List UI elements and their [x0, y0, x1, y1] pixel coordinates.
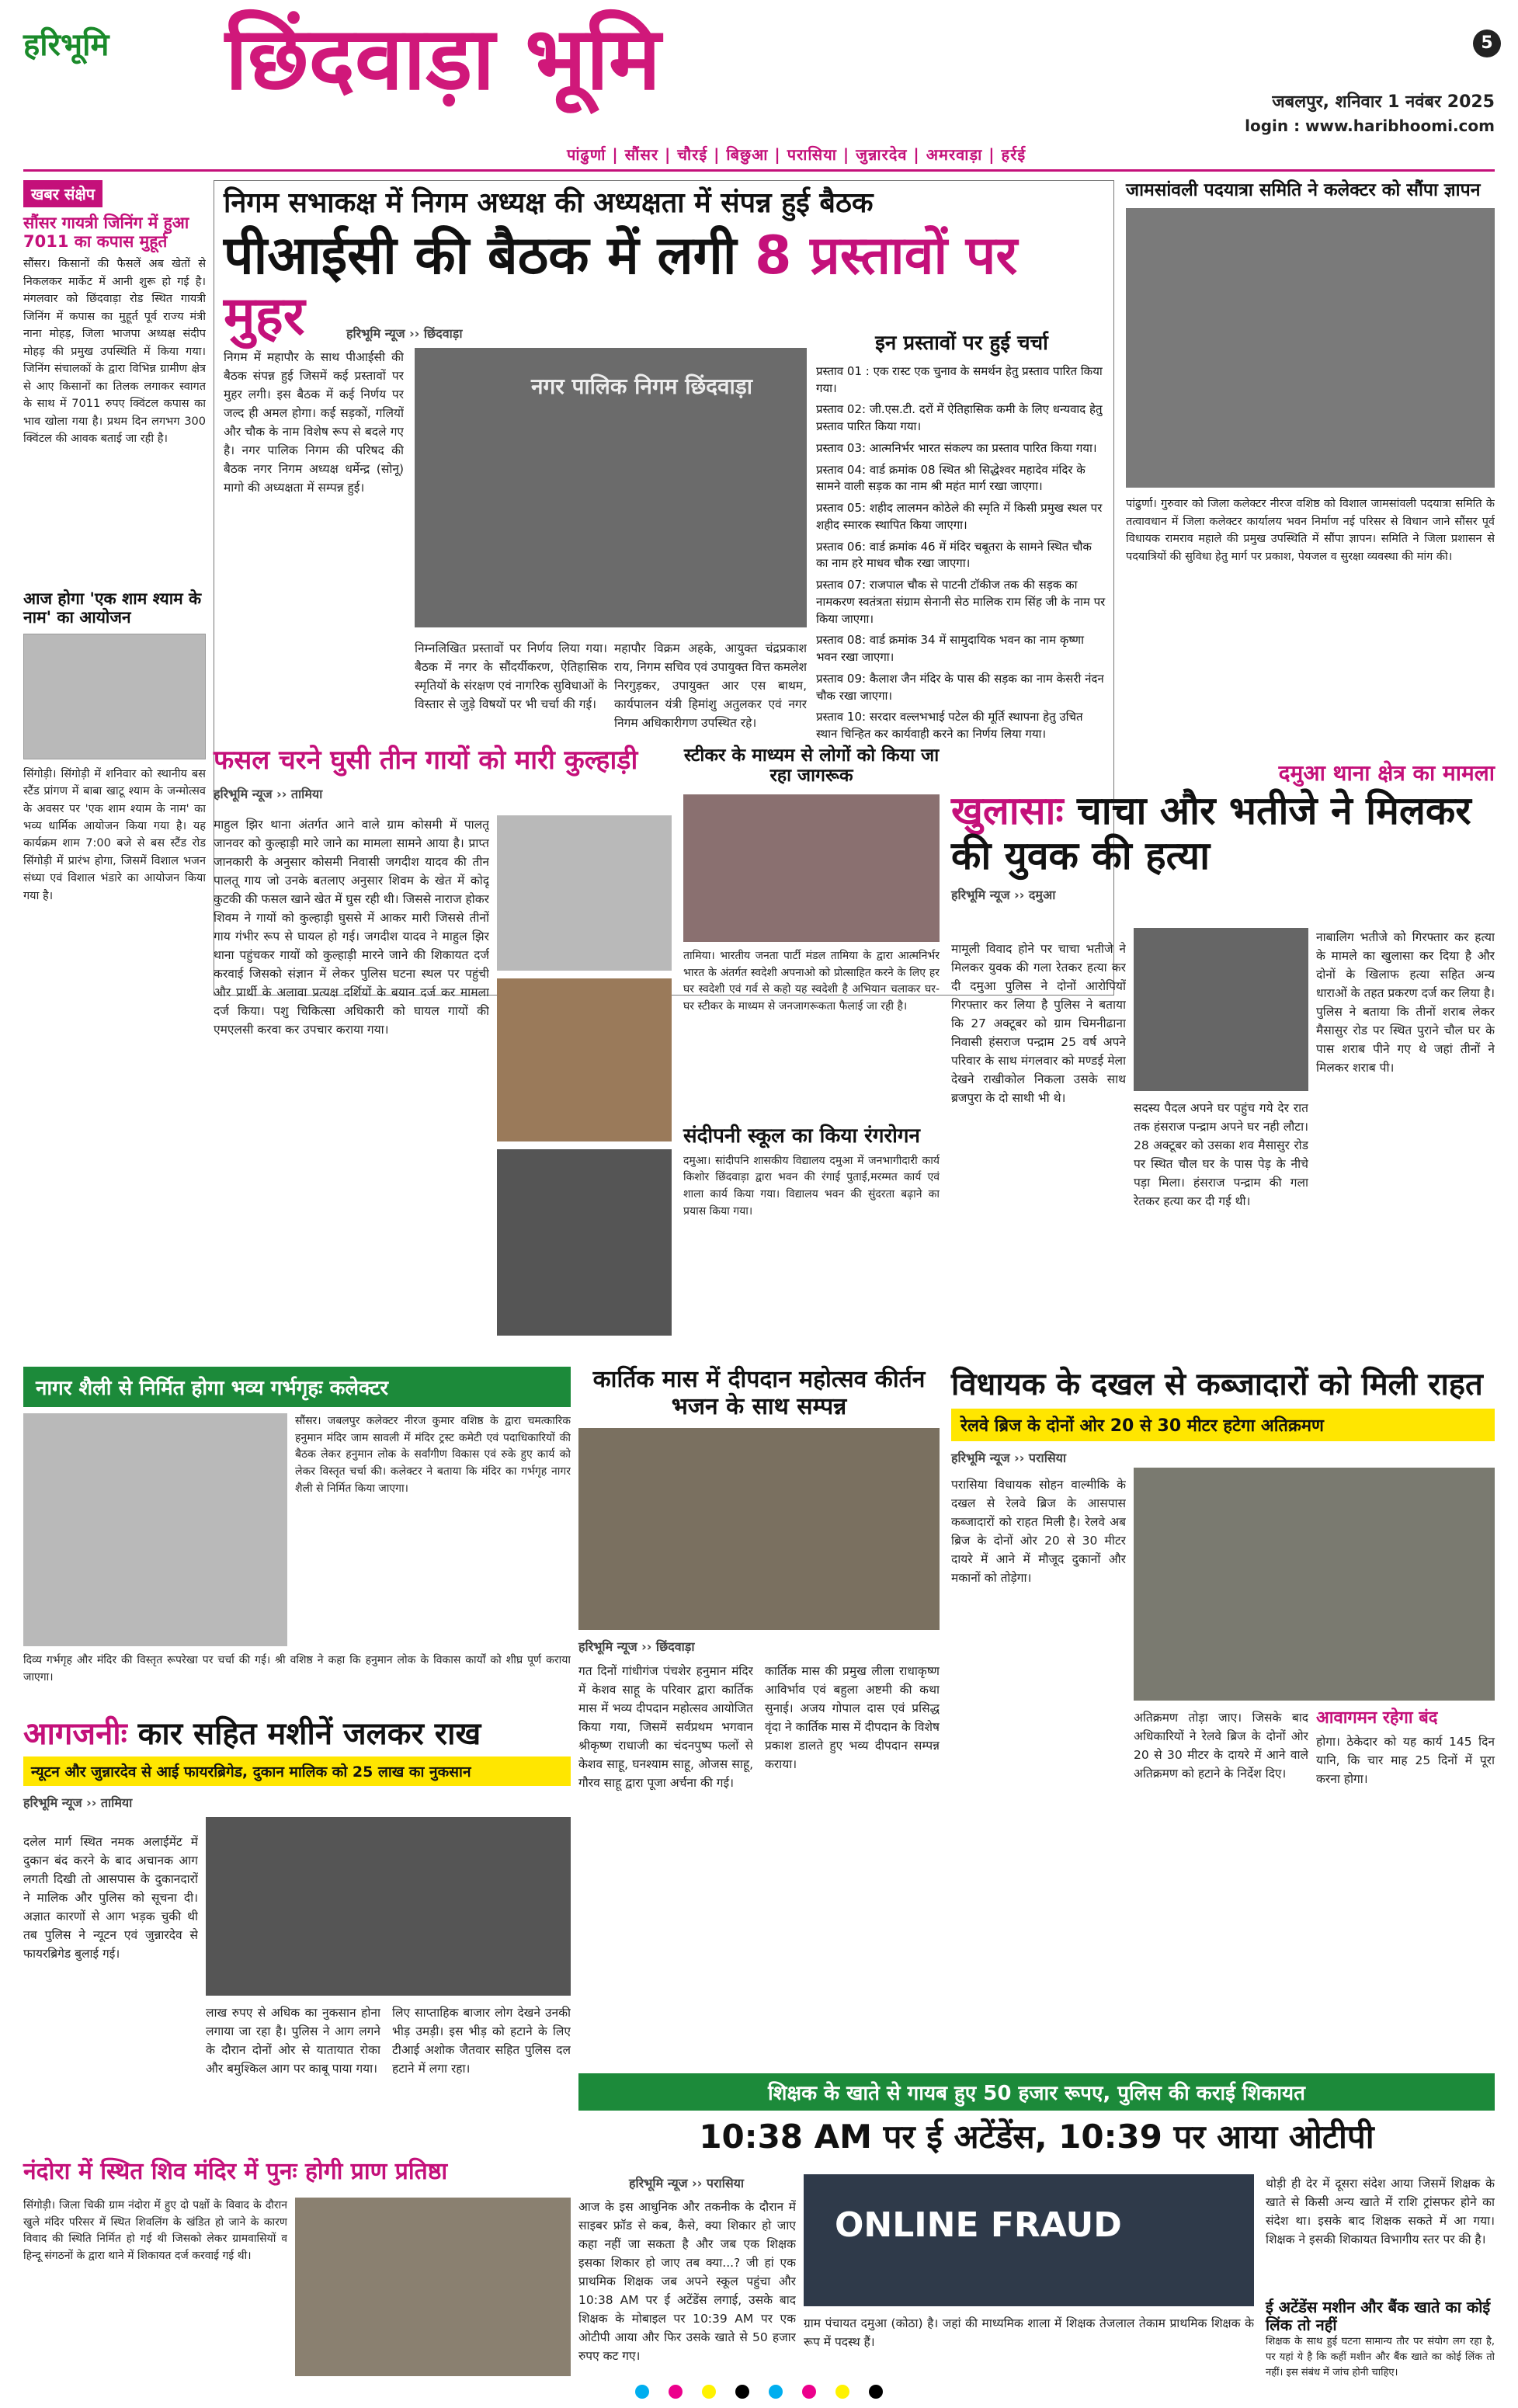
lead-headline-part2: 8 प्रस्तावों पर मुहर: [224, 225, 1018, 348]
memo-story: [1126, 180, 1495, 755]
nagar-story: [23, 1367, 571, 1708]
shiva-body: सिंगोड़ी। जिला चिकी ग्राम नंदोरा में हुए दो पक्षों के विवाद के दौरान खुले मंदिर परिसर में स्थित शिवलिंग के खंडित हो जाने के कारण विवाद की स्थिति निर्मित हो गई थी जिसको लेकर ग्रामवासियों व हिन्दू संगठनों के द्वारा थाने में शिकायत दर्ज करवाई गई थी।: [23, 2199, 287, 2263]
memo-headline: जामसांवली पदयात्रा समिति ने कलेक्टर को सौंपा ज्ञापन: [1126, 180, 1481, 200]
mla-photo: [1134, 1468, 1495, 1701]
murder-story: [951, 761, 1495, 1367]
cow-byline: हरिभूमि न्यूज ›› तामिया: [214, 787, 323, 802]
brief-item1-body: सौंसर। किसानों की फैसलें अब खेतों से निकलकर मार्केट में आनी शुरू हो गई है। मंगलवार को छिंदवाड़ा रोड स्थित गायत्री जिनिंग में कपास का मुहूर्त पूर्व राज्य मंत्री नाना मोहड़, जिला भाजपा अध्यक्ष संदीप मोहड़ की प्रमुख उपस्थिति में किया गया। जिनिंग संचालकों के द्वारा विभिन्न ग्रामीण क्षेत्र से आए किसानों का तिलक लगाकर स्वागत के साथ में 7011 रुपए क्विंटल कपास का भाव खोला गया है। प्रथम दिन लगभग 300 क्विंटल की आवक बताई जा रही है।: [23, 258, 206, 445]
proposal-item: प्रस्ताव 01 : एक रास्ट एक चुनाव के समर्थन हेतु प्रस्ताव पारित किया गया।: [816, 363, 1103, 395]
proposal-item: प्रस्ताव 06: वार्ड क्रमांक 46 में मंदिर चबूतरा के सामने स्थित चौक का नाम हरे माधव चौक रखा जाएगा।: [816, 539, 1092, 571]
fire-body-right: लिए साप्ताहिक बाजार लोग देखने उनकी भीड़ उमड़ी। इस भीड़ को हटाने के लिए टीआई अशोक जैतवार सहित पुलिस दल हटाने में लगा रहा।: [392, 2006, 571, 2076]
proposal-item: प्रस्ताव 07: राजपाल चौक से पाटनी टॉकीज तक की सड़क का नामकरण स्वतंत्रता संग्राम सेनानी सेठ मालिक राम सिंह जी के नाम पर किया जाएगा।: [816, 578, 1106, 626]
printer-color-bar: [23, 2385, 1495, 2402]
fire-body-left: दलेल मार्ग स्थित नमक अलाईमेंट में दुकान बंद करने के बाद अचानक आग लगती दिखी तो आसपास के दुकानदारों ने मालिक और पुलिस को सूचना दी। अज्ञात कारणों से आग भड़क चुकी थी तब पुलिस ने न्यूटन एवं जुन्नारदेव से फायरब्रिगेड बुलाई गई।: [23, 1835, 198, 1961]
cow-story: [214, 745, 672, 1367]
murder-headline-part1: खुलासाः: [951, 788, 1064, 834]
lead-body-left: निगम में महापौर के साथ पीआईसी की बैठक संपन्न हुई जिसमें कई प्रस्तावों पर मुहर लगी। इस बैठक में कई निर्णय पर जल्द ही अमल होगा। कई सड़कों, गलियों और चौक के नाम विशेष रूप से बदले गए है। नगर पालिक निगम की परिषद की बैठक नगर निगम अध्यक्ष धर्मेन्द्र (सोनू) मागो की अध्यक्षता में सम्पन्न हुई।: [224, 350, 404, 495]
mla-headline: विधायक के दखल से कब्जादारों को मिली राहत: [951, 1367, 1483, 1402]
shiva-photo: [295, 2198, 571, 2376]
cyan-swatch: [635, 2385, 649, 2399]
nagar-caption: दिव्य गर्भगृह और मंदिर की विस्तृत रूपरेखा पर चर्चा की गई। श्री वशिष्ठ ने कहा कि हनुमान लोक के विकास कार्यों को शीघ्र पूर्ण कराया जाएगा।: [23, 1654, 571, 1684]
memo-photo: [1126, 208, 1495, 488]
brief-item1-title: सौंसर गायत्री जिनिंग में हुआ 7011 का कपास मुहूर्त: [23, 214, 189, 252]
fire-headline-part1: आगजनीः: [23, 1716, 127, 1752]
proposal-item: प्रस्ताव 05: शहीद लालमन कोठेले की स्मृति में किसी प्रमुख स्थल पर शहीद स्मारक स्थापित किया जाएगा।: [816, 501, 1103, 532]
murder-body-left: मामूली विवाद होने पर चाचा भतीजे ने मिलकर युवक की गला रेतकर हत्या कर दी दमुआ पुलिस ने दोनों आरोपियों गिरफ्तार कर लिया है पुलिस ने बताया कि 27 अक्टूबर को ग्राम चिमनीढाना निवासी हंसराज पन्द्राम 25 वर्ष अपने परिवार के साथ मंगलवार को मण्डई मेला देखने राखीकोल निकला उसके साथ ब्रजपुरा के दो साथी भी थे।: [951, 942, 1126, 1106]
murder-body-right: नाबालिग भतीजे को गिरफ्तार कर हत्या के मामले का खुलासा कर दिया है और दोनों के खिलाफ हत्या सहित अन्य धाराओं के तहत प्रकरण दर्ज कर लिया है। पुलिस ने बताया कि तीनों शराब लेकर मैसासुर रोड पर स्थित पुराने चौल घर के पास शराब पीने गए थे जहां तीनों ने मिलकर शराब पी।: [1316, 930, 1495, 1075]
kartik-body-left: गत दिनों गांधीगंज पंचशेर हनुमान मंदिर में केशव साहू के परिवार द्वारा कार्तिक मास में भव्य दीपदान महोत्सव आयोजित किया गया, जिसमें सर्वप्रथम भगवान श्रीकृष्ण राधाजी का चंदनपुष्प फलों से केशव साहू, घनश्याम साहू, ओजस साहू, गौरव साहू द्वारा पूजा अर्चना की गई।: [578, 1664, 753, 1791]
fire-story: [23, 1716, 571, 2159]
murder-headline-part2: चाचा और भतीजे ने मिलकर की युवक की हत्या: [951, 788, 1471, 878]
brief-label: खबर संक्षेप: [23, 180, 102, 207]
sticker-body: तामिया। भारतीय जनता पार्टी मंडल तामिया के द्वारा आत्मनिर्भर भारत के अंतर्गत स्वदेशी अपनाओ को प्रोत्साहित करने के लिए हर घर स्वदेशी एवं गर्व से कहो यह स्वदेशी है अभियान चलाकर घर-घर स्टीकर के माध्यम से जनजागरूकता फैलाई जा रही है।: [683, 949, 940, 1013]
school-headline: संदीपनी स्कूल का किया रंगरोगन: [683, 1124, 920, 1148]
mla-subhead: रेलवे ब्रिज के दोनों ओर 20 से 30 मीटर हटेगा अतिक्रमण: [951, 1409, 1495, 1441]
cyan-swatch: [769, 2385, 783, 2399]
shiva-story: [23, 2159, 571, 2384]
proposals-list: [816, 363, 1107, 743]
proposal-item: प्रस्ताव 09: कैलाश जैन मंदिर के पास की सड़क का नाम केसरी नंदन चौक रखा जाएगा।: [816, 671, 1104, 703]
cow-photo-2: [497, 978, 672, 1141]
murder-byline: हरिभूमि न्यूज ›› दमुआ: [951, 888, 1056, 903]
proposal-item: प्रस्ताव 02: जी.एस.टी. दरों में ऐतिहासिक कमी के लिए धन्यवाद हेतु प्रस्ताव पारित किया गया।: [816, 402, 1103, 434]
teacher-kicker: शिक्षक के खाते से गायब हुए 50 हजार रूपए, पुलिस की कराई शिकायत: [578, 2073, 1495, 2111]
murder-body-mid: सदस्य पैदल अपने घर पहुंच गये देर रात तक हंसराज पन्द्राम अपने घर नही लौटा। 28 अक्टूबर को उसका शव मैसासुर रोड पर स्थित चौल घर के पास पेड़ के नीचे पड़ा मिला। हंसराज पन्द्राम की गला रेतकर हत्या कर दी गई थी।: [1134, 1101, 1308, 1209]
fire-body-mid: लाख रुपए से अधिक का नुकसान होना लगाया जा रहा है। पुलिस ने आग लगने के दौरान दोनों ओर से यातायात रोका और बमुश्किल आग पर काबू पाया गया।: [206, 2006, 380, 2076]
magenta-swatch: [802, 2385, 816, 2399]
kartik-byline: हरिभूमि न्यूज ›› छिंदवाड़ा: [578, 1639, 695, 1654]
proposal-item: प्रस्ताव 03: आत्मनिर्भर भारत संकल्प का प्रस्ताव पारित किया गया।: [816, 440, 1097, 455]
cow-headline: फसल चरने घुसी तीन गायों को मारी कुल्हाड़ी: [214, 745, 638, 776]
teacher-photo-text: ONLINE FRAUD: [835, 2205, 1122, 2245]
sticker-headline: स्टीकर के माध्यम से लोगों को किया जा रहा जागरूक: [683, 745, 940, 787]
brief-item2-body: सिंगोड़ी। सिंगोड़ी में शनिवार को स्थानीय बस स्टैंड प्रांगण में बाबा खाटू श्याम के जन्मोत्सव के अवसर पर 'एक शाम श्याम के नाम' का भव्य धार्मिक आयोजन किया गया है। यह कार्यक्रम शाम 7:00 बजे से बस स्टैंड रोड सिंगोड़ी में प्रारंभ होगा, जिसमें विशाल भजन संध्या एवं विशाल भंडारे का आयोजन किया गया है।: [23, 767, 206, 902]
dateline: जबलपुर, शनिवार 1 नवंबर 2025: [1272, 92, 1495, 112]
black-swatch: [869, 2385, 883, 2399]
mla-body-left: परासिया विधायक सोहन वाल्मीकि के दखल से रेलवे ब्रिज के आसपास कब्जादारों को राहत मिली है। रेलवे अब ब्रिज के दोनों ओर 20 से 30 मीटर दायरे में आने में मौजूद दुकानों और मकानों को तोड़ेगा।: [951, 1478, 1126, 1586]
teacher-aside: [1266, 2299, 1495, 2392]
black-swatch: [735, 2385, 749, 2399]
mla-byline: हरिभूमि न्यूज ›› परासिया: [951, 1451, 1067, 1465]
brief-column: [23, 180, 206, 1353]
kartik-photo: [578, 1428, 940, 1630]
town-list: पांढुर्णा | सौंसर | चौरई | बिछुआ | परासिया | जुन्नारदेव | अमरवाड़ा | हर्रई: [567, 145, 1026, 164]
yellow-swatch: [702, 2385, 716, 2399]
page-title: छिंदवाड़ा भूमि: [225, 9, 661, 109]
shiva-headline: नंदोरा में स्थित शिव मंदिर में पुनः होगी प्राण प्रतिष्ठा: [23, 2158, 448, 2185]
cow-photo-1: [497, 815, 672, 971]
lead-photo-caption: नगर पालिक निगम छिंदवाड़ा: [531, 374, 752, 399]
teacher-photo: [804, 2174, 1254, 2306]
mla-story: [951, 1367, 1495, 2066]
login-link[interactable]: login : www.haribhoomi.com: [1245, 116, 1495, 135]
proposal-item: प्रस्ताव 04: वार्ड क्रमांक 08 स्थित श्री सिद्धेश्वर महादेव मंदिर के सामने वाली सड़क का नाम श्री महंत मार्ग रखा जाएगा।: [816, 462, 1086, 494]
teacher-headline: 10:38 AM पर ई अटेंडेंस, 10:39 पर आया ओटीपी: [699, 2118, 1374, 2156]
fire-photo: [206, 1817, 571, 1996]
brief-item2-photo: [23, 634, 206, 759]
proposal-item: प्रस्ताव 10: सरदार वल्लभभाई पटेल की मूर्ति स्थापना हेतु उचित स्थान चिन्हित कर कार्यवाही करने का निर्णय लिया गया।: [816, 710, 1083, 742]
murder-headline: [951, 789, 1495, 878]
mla-body-right: अतिक्रमण तोड़ा जाए। जिसके बाद अधिकारियों ने रेलवे ब्रिज के दोनों ओर 20 से 30 मीटर के दायरे में आने वाले अतिक्रमण को हटाने के निर्देश दिए।: [1134, 1711, 1308, 1781]
memo-body: पांढुर्णा। गुरुवार को जिला कलेक्टर नीरज वशिष्ठ को विशाल जामसांवली पदयात्रा समिति के तत्वावधान में जिला कलेक्टर कार्यालय भवन निर्माण नई परिसर से विधान जाने सौंसर पूर्व विधायक रामराव महाले की प्रमुख उपस्थिति में सौंपा ज्ञापन। समिति ने जिला प्रशासन से पदयात्रियों की सुविधा हेतु मार्ग पर प्रकाश, पेयजल व सुरक्षा व्यवस्था की मांग की।: [1126, 498, 1495, 563]
murder-kicker: दमुआ थाना क्षेत्र का मामला: [1278, 760, 1495, 786]
magenta-swatch: [669, 2385, 683, 2399]
teacher-side-body: थोड़ी ही देर में दूसरा संदेश आया जिसमें शिक्षक के खाते से किसी अन्य खाते में राशि ट्रांसफर होने का संदेश था। इसके बाद शिक्षक सकते में आ गया। शिक्षक ने इसकी शिकायत विभागीय स्तर पर की है।: [1266, 2177, 1495, 2247]
kartik-body-right: कार्तिक मास की प्रमुख लीला राधाकृष्ण आविर्भाव एवं बहुला अष्टमी की कथा सुनाई। अजय गोपाल दास एवं प्रसिद्ध वृंदा ने कार्तिक मास में दीपदान के विशेष प्रकाश डालते हुए भव्य दीपदान सम्पन्न कराया।: [765, 1664, 940, 1772]
teacher-aside-body: शिक्षक के साथ हुई घटना सामान्य तौर पर संयोग लग रहा है, पर यहां ये है कि कहीं मशीन और बैंक खाते का कोई लिंक तो नहीं। इस संबंध में जांच होनी चाहिए।: [1266, 2336, 1495, 2379]
fire-headline-part2: कार सहित मशीनें जलकर राख: [127, 1716, 481, 1752]
lead-body-right: महापौर विक्रम अहके, आयुक्त चंद्रप्रकाश राय, निगम सचिव एवं उपायुक्त वित्त कमलेश निरगुड़कर, उपायुक्त आर एस बाथम, कार्यपालन यंत्री हिमांशु अतुलकर एवं नगर निगम अधिकारीगण उपस्थित रहे।: [614, 641, 807, 731]
teacher-body-bottom: ग्राम पंचायत दमुआ (कोठा) है। जहां की माध्यमिक शाला में शिक्षक तेजलाल तेकाम प्राथमिक शिक्षक के रूप में पदस्थ हैं।: [804, 2316, 1254, 2350]
kartik-headline: कार्तिक मास में दीपदान महोत्सव कीर्तन भजन के साथ सम्पन्न: [592, 1366, 926, 1420]
school-body: दमुआ। सांदीपनि शासकीय विद्यालय दमुआ में जनभागीदारी कार्य किशोर छिंदवाड़ा द्वारा भवन की रंगाई पुताई,मरम्मत कार्य एवं शाला कार्य किया गया। विद्यालय भवन की सुंदरता बढ़ाने का प्रयास किया गया।: [683, 1154, 940, 1218]
murder-photo: [1134, 928, 1308, 1091]
teacher-aside-title: ई अटेंडेंस मशीन और बैंक खाते का कोई लिंक तो नहीं: [1266, 2298, 1491, 2334]
fire-subhead: न्यूटन और जुन्नारदेव से आई फायरब्रिगेड, दुकान मालिक को 25 लाख का नुकसान: [23, 1756, 571, 1786]
brand-logo: हरिभूमि: [23, 27, 109, 63]
proposals-title: इन प्रस्तावों पर हुई चर्चा: [875, 332, 1048, 355]
proposal-item: प्रस्ताव 08: वार्ड क्रमांक 34 में सामुदायिक भवन का नाम कृष्णा भवन रखा जाएगा।: [816, 633, 1084, 665]
sticker-story: [683, 745, 940, 1367]
sticker-photo: [683, 794, 940, 942]
cow-body: माहुल झिर थाना अंतर्गत आने वाले ग्राम कोसमी में पालतू जानवर को कुल्हाड़ी मारे जाने का मामला सामने आया है। प्राप्त जानकारी के अनुसार कोसमी निवासी जगदीश यादव की तीन पालतू गाय जो उनके बतलाए अनुसार शिवम के खेत में कोदू कुटकी की फसल खाने खेत में घुस रही थी। जिससे नाराज होकर शिवम ने गायों को कुल्हाड़ी घुससे में आकर मारी जिससे तीनों गाय गंभीर रूप से घायल हो गई। जगदीश यादव ने माहुल झिर थाना पहुंचकर गायों को कुल्हाड़ी मारने जाने की शिकायत दर्ज करवाई जिसको संज्ञान में लेकर पुलिस घटना स्थल पर पहुंची और प्रार्थी के अलावा प्रत्यक्ष दर्शियों के बयान दर्ज कर मामला दर्ज किया। पशु चिकित्सा अधिकारी को घायल गायों की एमएलसी करवा कर उपचार कराया गया।: [214, 818, 489, 1037]
teacher-byline: हरिभूमि न्यूज ›› परासिया: [629, 2176, 745, 2191]
teacher-body: आज के इस आधुनिक और तकनीक के दौरान में साइबर फ्रॉड से कब, कैसे, क्या शिकार हो जाए कहा नहीं जा सकता है और जब एक शिक्षक इसका शिकार हो जाए तब क्या...? जी हां एक प्राथमिक शिक्षक जब अपने स्कूल पहुंचा और 10:38 AM पर ई अटेंडेंस लगाई, उसके बाद शिक्षक के मोबाइल पर 10:39 AM पर एक ओटीपी आया और फिर उसके खाते से 50 हजार रुपए कट गए।: [578, 2200, 796, 2364]
lead-byline: हरिभूमि न्यूज ›› छिंदवाड़ा: [346, 326, 463, 341]
mla-aside-body: होगा। ठेकेदार को यह कार्य 145 दिन यानि, कि चार माह 25 दिनों में पूरा करना होगा।: [1316, 1735, 1495, 1787]
brief-item2-title: आज होगा 'एक शाम श्याम के नाम' का आयोजन: [23, 589, 202, 627]
nagar-headline: नागर शैली से निर्मित होगा भव्य गर्भगृहः कलेक्टर: [23, 1367, 571, 1407]
mla-aside-title: आवागमन रहेगा बंद: [1316, 1708, 1438, 1728]
fire-headline: [23, 1716, 571, 1752]
kartik-story: [578, 1367, 940, 2066]
nagar-body: सौंसर। जबलपुर कलेक्टर नीरज कुमार वशिष्ठ के द्वारा चमत्कारिक हनुमान मंदिर जाम सावली में मंदिर ट्रस्ट कमेटी एवं पदाधिकारियों की बैठक लेकर हनुमान लोक के सर्वांगीण विकास एवं रुके हुए कार्य को लेकर विस्तृत चर्चा की। कलेक्टर ने बताया कि मंदिर का गर्भगृह नागर शैली से निर्मित किया जाएगा।: [295, 1415, 571, 1495]
fire-byline: हरिभूमि न्यूज ›› तामिया: [23, 1795, 133, 1810]
lead-photo: [415, 348, 807, 627]
mla-aside: [1316, 1708, 1495, 1941]
lead-body-mid: निम्नलिखित प्रस्तावों पर निर्णय लिया गया। बैठक में नगर के सौंदर्यीकरण, ऐतिहासिक स्मृतियों के संरक्षण एवं नागरिक सुविधाओं के विस्तार से जुड़े विषयों पर भी चर्चा की गई।: [415, 641, 607, 712]
yellow-swatch: [835, 2385, 849, 2399]
nagar-photo: [23, 1413, 287, 1646]
lead-kicker: निगम सभाकक्ष में निगम अध्यक्ष की अध्यक्षता में संपन्न हुई बैठक: [224, 187, 874, 219]
lead-headline-part1: पीआईसी की बैठक में लगी: [224, 225, 756, 287]
cow-photo-3: [497, 1149, 672, 1336]
masthead-rule: [23, 169, 1495, 172]
page-number: 5: [1473, 30, 1501, 57]
